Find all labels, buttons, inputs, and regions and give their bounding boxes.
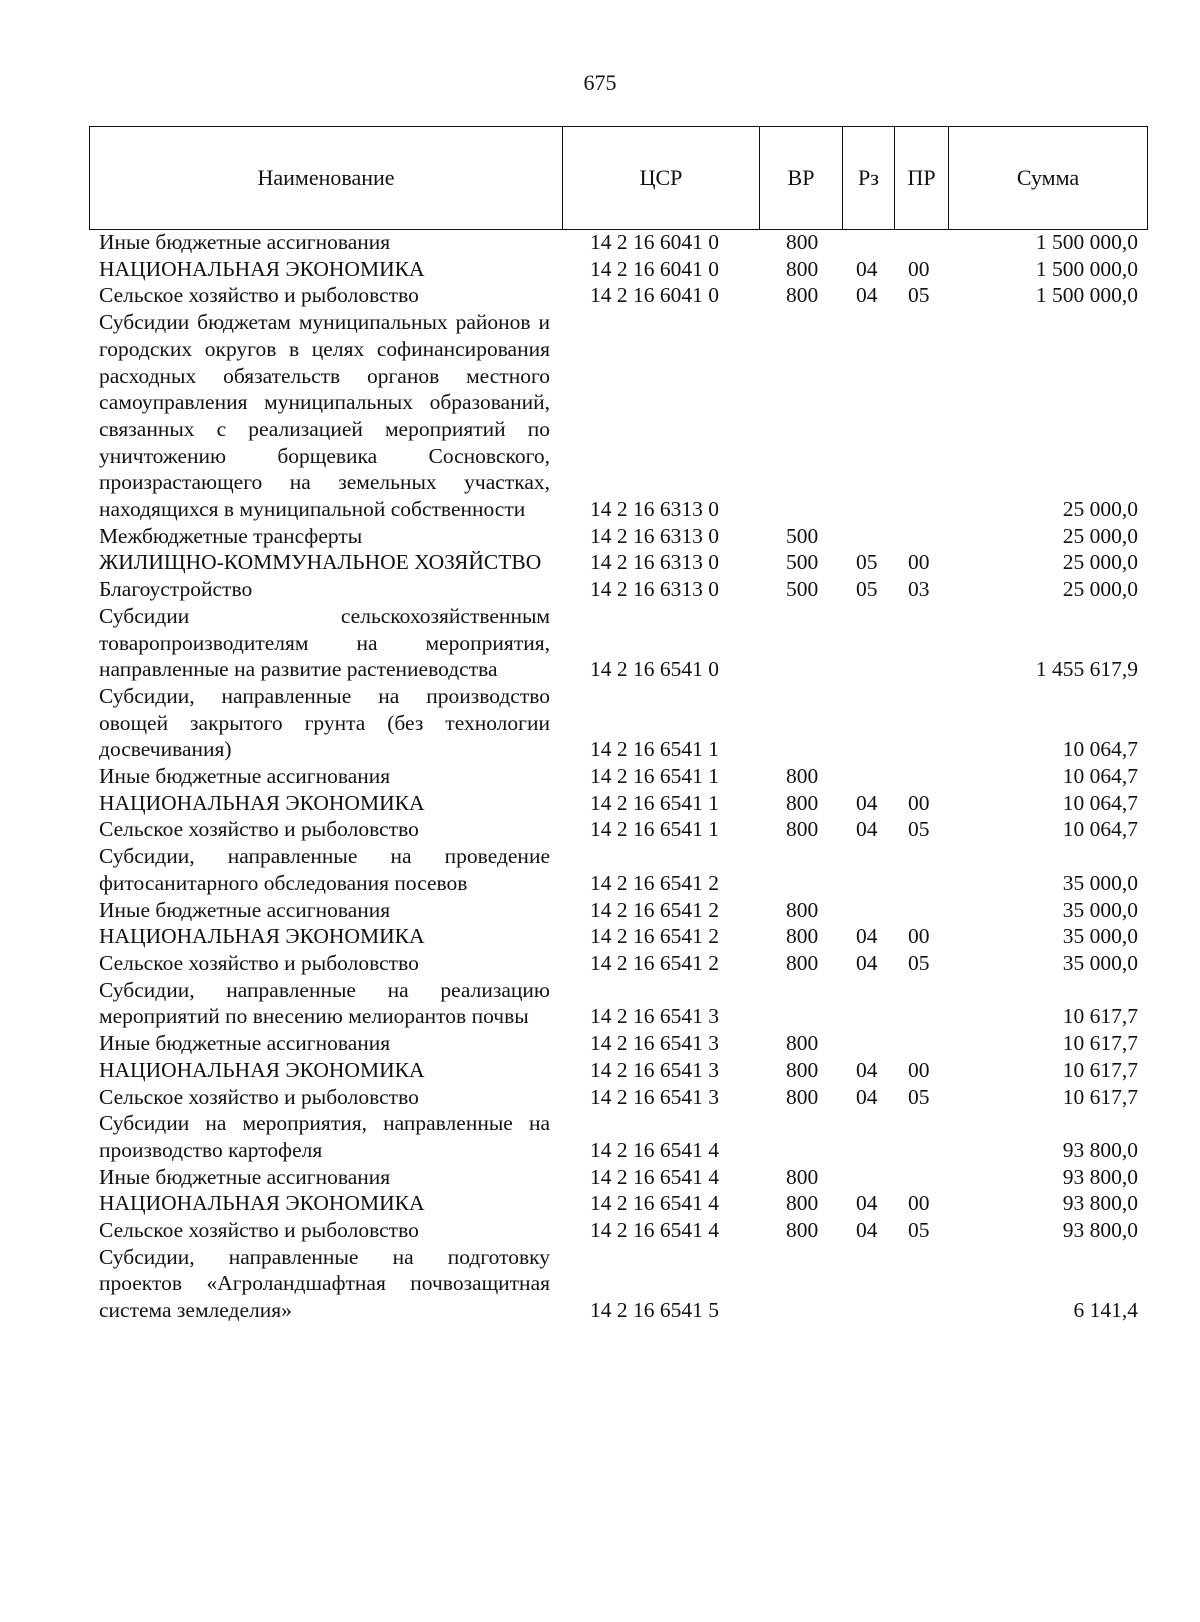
row-name: Субсидии на мероприятия, направленные на производство картофеля [99, 1111, 550, 1162]
table-row [0, 950, 1200, 977]
row-csr: 14 2 16 6541 2 [590, 897, 719, 922]
row-sum: 6 141,4 [1073, 1298, 1138, 1323]
table-row [0, 1084, 1200, 1111]
row-vr: 500 [786, 523, 819, 548]
row-name: Иные бюджетные ассигнования [99, 764, 391, 789]
row-csr: 14 2 16 6541 1 [590, 764, 719, 789]
row-vr: 800 [786, 1057, 819, 1082]
row-sum: 35 000,0 [1062, 950, 1138, 975]
header-csr: ЦСР [563, 127, 760, 230]
table-header [89, 126, 1148, 230]
row-csr: 14 2 16 6041 0 [590, 256, 719, 281]
row-csr: 14 2 16 6541 1 [590, 790, 719, 815]
row-sum: 10 617,7 [1062, 1004, 1138, 1029]
table-body [0, 229, 1200, 1324]
header-vr: ВР [760, 127, 843, 230]
table-row [0, 282, 1200, 309]
row-pr: 00 [908, 256, 930, 281]
row-vr: 800 [786, 950, 819, 975]
row-sum: 10 064,7 [1062, 737, 1138, 762]
row-vr: 800 [786, 924, 819, 949]
row-sum: 93 800,0 [1062, 1191, 1138, 1216]
row-name: Благоустройство [99, 577, 253, 602]
row-pr: 00 [908, 550, 930, 575]
row-vr: 800 [786, 764, 819, 789]
row-name: Сельское хозяйство и рыболовство [99, 817, 419, 842]
row-csr: 14 2 16 6041 0 [590, 230, 719, 254]
row-rz: 04 [856, 1057, 878, 1082]
header-sum: Сумма [949, 127, 1148, 230]
row-sum: 25 000,0 [1062, 523, 1138, 548]
table-row [0, 309, 1200, 523]
row-vr: 800 [786, 817, 819, 842]
row-sum: 1 500 000,0 [1035, 256, 1138, 281]
row-sum: 93 800,0 [1062, 1137, 1138, 1162]
row-vr: 800 [786, 256, 819, 281]
table-row [0, 843, 1200, 896]
row-pr: 03 [908, 577, 930, 602]
row-csr: 14 2 16 6541 3 [590, 1031, 719, 1056]
row-pr: 05 [908, 283, 930, 308]
row-csr: 14 2 16 6541 2 [590, 950, 719, 975]
table-row [0, 576, 1200, 603]
row-csr: 14 2 16 6541 1 [590, 817, 719, 842]
row-csr: 14 2 16 6541 4 [590, 1218, 719, 1243]
row-csr: 14 2 16 6541 3 [590, 1057, 719, 1082]
row-rz: 04 [856, 1084, 878, 1109]
row-rz: 04 [856, 817, 878, 842]
table-row [0, 923, 1200, 950]
row-name: Субсидии, направленные на подготовку проектов «Агроландшафтная почвозащитная система земледелия» [99, 1244, 550, 1323]
row-csr: 14 2 16 6313 0 [590, 577, 719, 602]
table-row [0, 897, 1200, 924]
row-sum: 35 000,0 [1062, 924, 1138, 949]
row-vr: 800 [786, 230, 819, 254]
table-row [0, 1217, 1200, 1244]
row-name: Сельское хозяйство и рыболовство [99, 1084, 419, 1109]
row-name: Субсидии сельскохозяйственным товаропроизводителям на мероприятия, направленные на развитие растениеводства [99, 603, 550, 682]
row-pr: 05 [908, 1218, 930, 1243]
row-vr: 500 [786, 577, 819, 602]
row-rz: 04 [856, 790, 878, 815]
row-name: Иные бюджетные ассигнования [99, 1031, 391, 1056]
row-name: Иные бюджетные ассигнования [99, 230, 391, 254]
row-rz: 05 [856, 550, 878, 575]
row-sum: 10 617,7 [1062, 1084, 1138, 1109]
header-name: Наименование [90, 127, 563, 230]
row-name: Межбюджетные трансферты [99, 523, 363, 548]
row-vr: 800 [786, 1031, 819, 1056]
row-rz: 04 [856, 256, 878, 281]
row-name: Сельское хозяйство и рыболовство [99, 950, 419, 975]
row-name: Субсидии, направленные на реализацию мероприятий по внесению мелиорантов почвы [99, 977, 550, 1029]
row-name: НАЦИОНАЛЬНАЯ ЭКОНОМИКА [99, 790, 425, 815]
page-number: 675 [583, 70, 617, 95]
row-rz: 04 [856, 950, 878, 975]
row-name: НАЦИОНАЛЬНАЯ ЭКОНОМИКА [99, 256, 425, 281]
row-csr: 14 2 16 6541 2 [590, 924, 719, 949]
row-vr: 800 [786, 897, 819, 922]
row-csr: 14 2 16 6313 0 [590, 497, 719, 522]
row-sum: 35 000,0 [1062, 897, 1138, 922]
row-vr: 800 [786, 790, 819, 815]
row-sum: 10 064,7 [1062, 764, 1138, 789]
row-sum: 25 000,0 [1062, 577, 1138, 602]
table-row [0, 1030, 1200, 1057]
row-pr: 00 [908, 790, 930, 815]
row-csr: 14 2 16 6541 4 [590, 1137, 719, 1162]
row-name: НАЦИОНАЛЬНАЯ ЭКОНОМИКА [99, 1057, 425, 1082]
row-sum: 10 064,7 [1062, 817, 1138, 842]
row-name: ЖИЛИЩНО-КОММУНАЛЬНОЕ ХОЗЯЙСТВО [99, 550, 542, 575]
row-sum: 10 064,7 [1062, 790, 1138, 815]
row-vr: 800 [786, 1084, 819, 1109]
row-vr: 800 [786, 1218, 819, 1243]
row-vr: 800 [786, 283, 819, 308]
table-row [0, 603, 1200, 683]
table-row [0, 523, 1200, 550]
row-csr: 14 2 16 6313 0 [590, 550, 719, 575]
table-row [0, 256, 1200, 283]
row-sum: 10 617,7 [1062, 1057, 1138, 1082]
table-row [0, 1190, 1200, 1217]
header-pr: ПР [895, 127, 949, 230]
row-csr: 14 2 16 6541 3 [590, 1004, 719, 1029]
row-sum: 35 000,0 [1062, 870, 1138, 895]
row-pr: 00 [908, 1191, 930, 1216]
row-csr: 14 2 16 6541 0 [590, 657, 719, 682]
row-sum: 93 800,0 [1062, 1164, 1138, 1189]
row-name: Иные бюджетные ассигнования [99, 1164, 391, 1189]
table-row [0, 1164, 1200, 1191]
row-csr: 14 2 16 6541 4 [590, 1191, 719, 1216]
row-csr: 14 2 16 6041 0 [590, 283, 719, 308]
row-rz: 05 [856, 577, 878, 602]
table-row [0, 683, 1200, 763]
row-csr: 14 2 16 6541 2 [590, 870, 719, 895]
row-csr: 14 2 16 6541 1 [590, 737, 719, 762]
row-name: НАЦИОНАЛЬНАЯ ЭКОНОМИКА [99, 1191, 425, 1216]
row-sum: 25 000,0 [1062, 550, 1138, 575]
row-csr: 14 2 16 6541 5 [590, 1298, 719, 1323]
row-csr: 14 2 16 6313 0 [590, 523, 719, 548]
row-pr: 05 [908, 817, 930, 842]
row-rz: 04 [856, 1191, 878, 1216]
table-row [0, 1244, 1200, 1324]
row-sum: 1 455 617,9 [1035, 657, 1138, 682]
row-name: Субсидии, направленные на проведение фитосанитарного обследования посевов [99, 844, 550, 895]
row-name: Сельское хозяйство и рыболовство [99, 1218, 419, 1243]
table-row [0, 549, 1200, 576]
row-name: Субсидии бюджетам муниципальных районов и городских округов в целях софинансирования расходных обязательств органов местного самоуправления муниципальных образований, связанных с реализацией мероприятий по уничтожению борщевика Сосновского, произрастающего на земельных участках, находящихся в муниципальной собственности [99, 310, 550, 522]
table-row [0, 763, 1200, 790]
row-rz: 04 [856, 283, 878, 308]
table-row [0, 1110, 1200, 1163]
header-rz: Рз [843, 127, 895, 230]
table-row [0, 1057, 1200, 1084]
row-pr: 00 [908, 1057, 930, 1082]
table-row [0, 816, 1200, 843]
row-sum: 25 000,0 [1062, 497, 1138, 522]
row-pr: 05 [908, 1084, 930, 1109]
row-pr: 00 [908, 924, 930, 949]
row-sum: 1 500 000,0 [1035, 230, 1138, 254]
row-name: Иные бюджетные ассигнования [99, 897, 391, 922]
row-vr: 800 [786, 1191, 819, 1216]
row-vr: 500 [786, 550, 819, 575]
row-csr: 14 2 16 6541 3 [590, 1084, 719, 1109]
row-name: Субсидии, направленные на производство овощей закрытого грунта (без технологии досвечивания) [99, 683, 550, 762]
row-csr: 14 2 16 6541 4 [590, 1164, 719, 1189]
row-rz: 04 [856, 1218, 878, 1243]
table-row [0, 790, 1200, 817]
row-sum: 10 617,7 [1062, 1031, 1138, 1056]
row-sum: 93 800,0 [1062, 1218, 1138, 1243]
row-name: Сельское хозяйство и рыболовство [99, 283, 419, 308]
row-sum: 1 500 000,0 [1035, 283, 1138, 308]
row-pr: 05 [908, 950, 930, 975]
table-row [0, 977, 1200, 1030]
row-name: НАЦИОНАЛЬНАЯ ЭКОНОМИКА [99, 924, 425, 949]
header-row [90, 127, 1148, 230]
row-rz: 04 [856, 924, 878, 949]
table-row [0, 229, 1200, 256]
row-vr: 800 [786, 1164, 819, 1189]
